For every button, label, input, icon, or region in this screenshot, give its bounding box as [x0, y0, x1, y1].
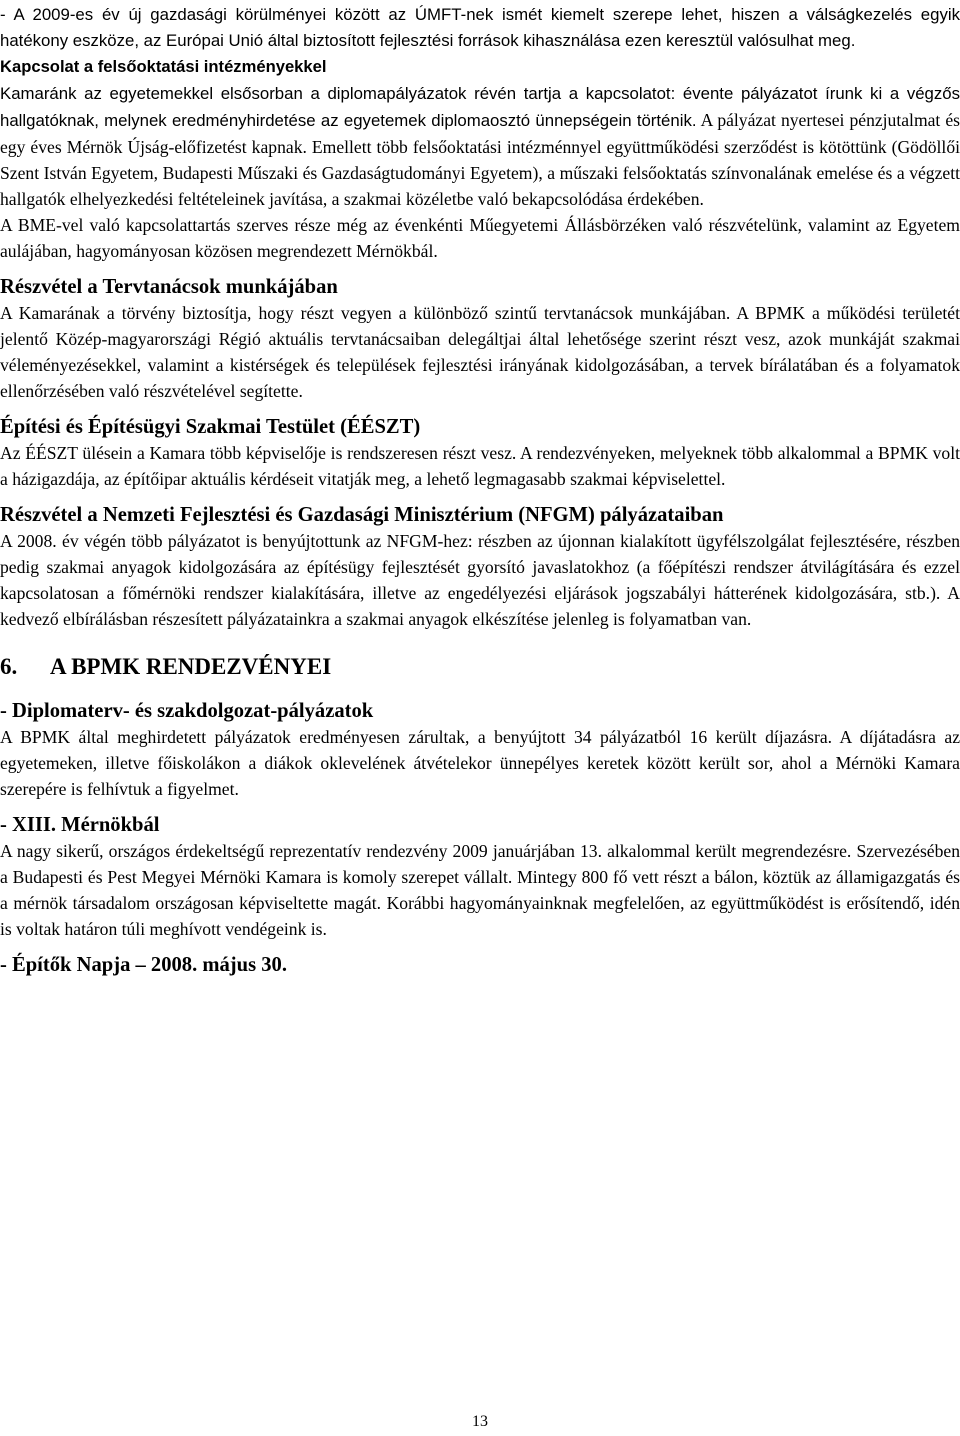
page-content: [0, 2, 960, 978]
event-paragraph-diploma-competition: A BPMK által meghirdetett pályázatok eredményesen zárultak, a benyújtott 34 pályázatból 16 került díjazásra. A díjátadásra az egyetemeken, illetve főiskolákon a diákok oklevelének átvételekor ünnepélyes keretek között került sor, ahol a Mérnöki Kamara szerepére is felhívtuk a figyelmet.: [0, 727, 960, 799]
intro-paragraph: - A 2009-es év új gazdasági körülményei között az ÚMFT-nek ismét kiemelt szerepe lehet, hiszen a válságkezelés egyik hatékony eszköze, az Európai Unió által biztosított fejlesztési források kihasználása ezen keresztül valósulhat meg.: [0, 5, 960, 50]
page-number: 13: [472, 1413, 488, 1430]
chapter-title: A BPMK RENDEZVÉNYEI: [50, 654, 332, 679]
higher-education-text-serif: A pályázat nyertesei pénzjutalmat és egy éves Mérnök Újság-előfizetést kapnak. Emellett több felsőoktatási intézménnyel együttműködési szerződést is kötöttünk (Gödöllői Szent István Egyetem, Budapesti Műszaki és Gazdaságtudományi Egyetem), a műszaki felsőoktatás színvonalának emelése és a végzett hallgatók elhelyezkedési feltételeinek javítása, a szakmai közéletbe való bekapcsolódása érdekében.: [0, 110, 960, 209]
section-paragraph-eeszt: Az ÉÉSZT ülésein a Kamara több képviselője is rendszeresen részt vesz. A rendezvényeken, melyeknek több alkalommal a BPMK volt a házigazdája, az építőipar aktuális kérdéseit vitatják meg, a lehető legmagasabb szakmai képviselettel.: [0, 443, 960, 489]
section-paragraph-design-councils: A Kamarának a törvény biztosítja, hogy részt vegyen a különböző szintű tervtanácsok munkájában. A BPMK a működési területét jelentő Közép-magyarországi Régió aktuális tervtanácsaiban delegáltjai által lehetősége szerint részt vesz, azok munkáját szakmai véleményezésekkel, valamint a kistérségek és települések fejlesztési irányának kidolgozásában, a tervek bírálatában és a folyamatok ellenőrzésében való részvételével segítette.: [0, 303, 960, 401]
chapter-heading: [0, 652, 960, 682]
section-heading-nfgm: Részvétel a Nemzeti Fejlesztési és Gazdasági Minisztérium (NFGM) pályázataiban: [0, 504, 724, 526]
section-heading-eeszt: Építési és Építésügyi Szakmai Testület (ÉÉSZT): [0, 416, 421, 438]
section-heading-higher-education: Kapcsolat a felsőoktatási intézményekkel: [0, 57, 327, 76]
chapter-number: 6.: [0, 654, 18, 679]
event-heading-engineers-ball: - XIII. Mérnökbál: [0, 814, 160, 836]
event-heading-builders-day: - Építők Napja – 2008. május 30.: [0, 954, 287, 976]
section-paragraph-bme: A BME-vel való kapcsolattartás szerves része még az évenkénti Műegyetemi Állásbörzéken való részvételünk, valamint az Egyetem aulájában, hagyományosan közösen megrendezett Mérnökbál.: [0, 215, 960, 261]
event-heading-diploma-competition: - Diplomaterv- és szakdolgozat-pályázatok: [0, 700, 374, 722]
event-paragraph-engineers-ball: A nagy sikerű, országos érdekeltségű reprezentatív rendezvény 2009 januárjában 13. alkalommal került megrendezésre. Szervezésében a Budapesti és Pest Megyei Mérnöki Kamara is komoly szerepet vállalt. Mintegy 800 fő vett részt a bálon, köztük az államigazgatás és a mérnök társadalom országosan képviseltette magát. Korábbi hagyományainknak megfelelően, az együttműködést is erősítendő, idén is voltak határon túli meghívott vendégeink is.: [0, 841, 960, 939]
section-heading-design-councils: Részvétel a Tervtanácsok munkájában: [0, 276, 338, 298]
section-paragraph-nfgm: A 2008. év végén több pályázatot is benyújtottunk az NFGM-hez: részben az újonnan kialakított ügyfélszolgálat fejlesztésére, részben pedig szakmai anyagok kidolgozására az építésügy fejlesztését gyorsító javaslatokhoz (a főépítészi rendszer átvilágítására és ezzel kapcsolatosan a főmérnöki rendszer kialakítására, illetve az engedélyezési eljárások jogszabályi hátterének kidolgozására, stb.). A kedvező elbírálásban részesített pályázatainkra a szakmai anyagok elkészítése jelenleg is folyamatban van.: [0, 531, 960, 629]
section-paragraph-higher-education: [0, 80, 960, 212]
higher-education-text-sans: Kamaránk az egyetemekkel elsősorban a diplomapályázatok révén tartja a kapcsolatot: évente pályázatot írunk ki a végzős hallgatóknak, melynek eredményhirdetése az egyetemek diplomaosztó ünnepségein történik.: [0, 84, 960, 130]
